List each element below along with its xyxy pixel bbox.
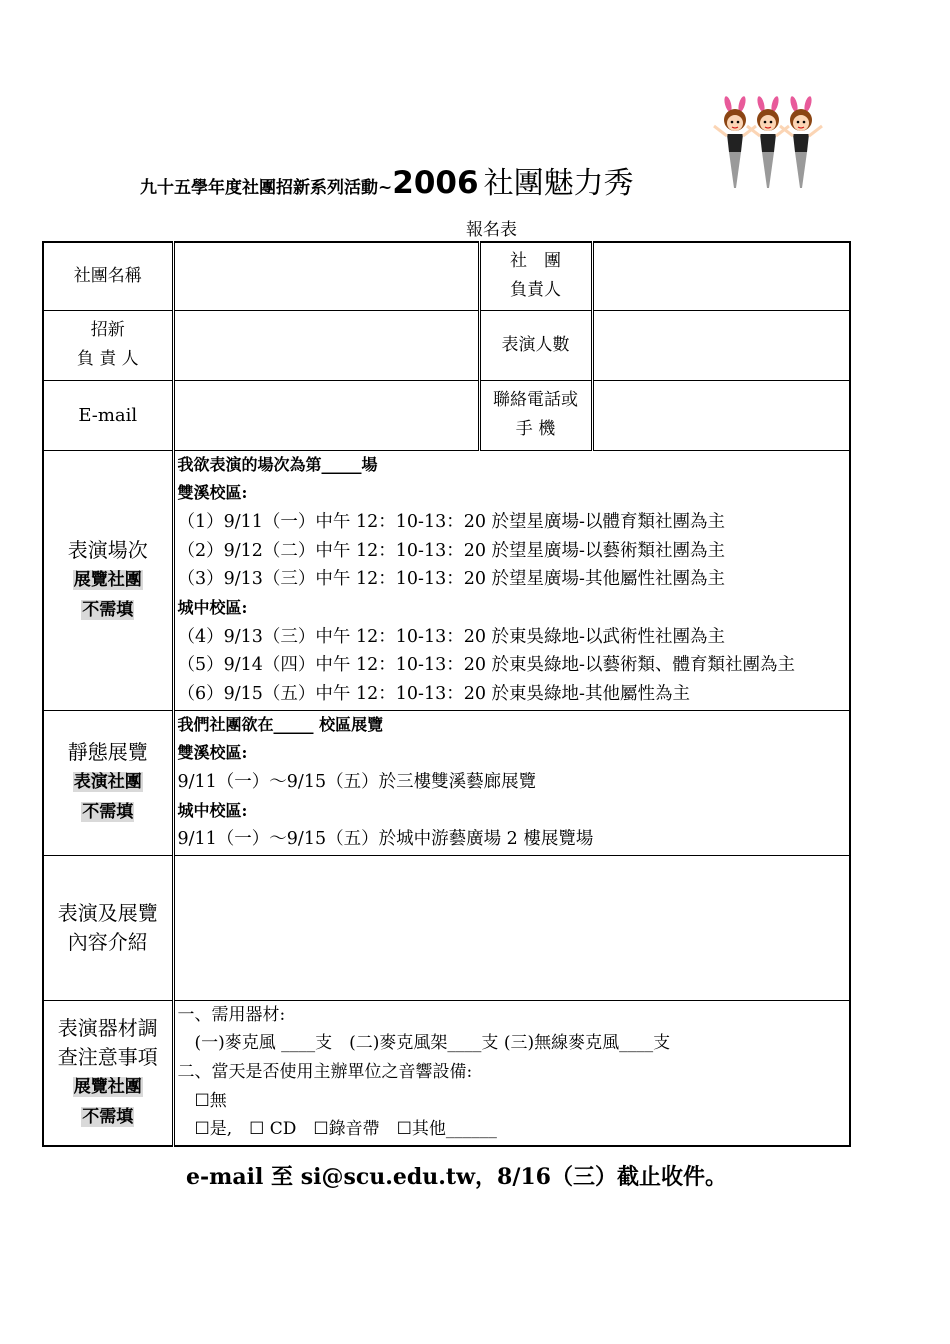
equipment-line-2: 二、當天是否使用主辦單位之音響設備:	[177, 1061, 473, 1082]
phone-label-line-1: 聯絡電話或	[493, 390, 578, 410]
exhibition-line-4: 9/11（一）～9/15（五）於城中游藝廣場 2 樓展覽場	[177, 829, 594, 850]
club-name-field[interactable]	[173, 242, 479, 310]
performance-line-0[interactable]: 我欲表演的場次為第_____場	[177, 454, 378, 474]
performance-options[interactable]	[173, 450, 850, 710]
exhibition-options[interactable]	[173, 710, 850, 855]
equipment-line-3[interactable]: ☐無	[177, 1090, 227, 1111]
equipment-line-4[interactable]: ☐是, ☐ CD ☐錄音帶 ☐其他______	[177, 1119, 497, 1140]
equipment-line-1[interactable]: (一)麥克風 ____支 (二)麥克風架____支 (三)無線麥克風____支	[177, 1033, 671, 1054]
performers-field[interactable]	[592, 310, 850, 380]
exhibition-line-0[interactable]: 我們社團欲在_____ 校區展覽	[177, 714, 384, 734]
performance-line-2: （1）9/11（一）中午 12：10-13：20 於望星廣場-以體育類社團為主	[177, 511, 725, 532]
registration-form	[42, 241, 851, 1147]
performance-line-8: （6）9/15（五）中午 12：10-13：20 於東吳綠地-其他屬性為主	[177, 684, 690, 705]
equipment-label	[43, 1000, 173, 1146]
email-label: E-mail	[43, 380, 173, 450]
equipment-note-2: 不需填	[82, 1106, 134, 1127]
performance-line-5: 城中校區:	[177, 598, 248, 618]
equipment-line-0: 一、需用器材:	[177, 1004, 286, 1025]
recruit-leader-label-line-1: 招新	[90, 320, 125, 340]
club-name-label: 社團名稱	[43, 242, 173, 310]
equipment-options[interactable]	[173, 1000, 850, 1146]
phone-field[interactable]	[592, 380, 850, 450]
page-title	[140, 158, 634, 202]
recruit-leader-field[interactable]	[173, 310, 479, 380]
performers-label: 表演人數	[479, 310, 592, 380]
intro-label-line-1: 表演及展覽	[57, 900, 158, 925]
equipment-note-1: 展覽社團	[73, 1076, 142, 1097]
exhibition-note-1: 表演社團	[73, 772, 142, 792]
phone-label	[479, 380, 592, 450]
performance-line-1: 雙溪校區:	[177, 483, 248, 503]
performance-line-7: （5）9/14（四）中午 12：10-13：20 於東吳綠地-以藝術類、體育類社團為主	[177, 655, 795, 676]
performance-line-4: （3）9/13（三）中午 12：10-13：20 於望星廣場-其他屬性社團為主	[177, 569, 725, 590]
performance-note-1: 展覽社團	[73, 569, 142, 590]
intro-label-line-2: 內容介紹	[67, 929, 148, 954]
equipment-label-line-1: 表演器材調	[57, 1015, 158, 1040]
title-prefix: 九十五學年度社團招新系列活動~	[140, 178, 393, 198]
exhibition-label	[43, 710, 173, 855]
equipment-label-line-2: 查注意事項	[57, 1044, 158, 1069]
phone-label-line-2: 手 機	[515, 419, 556, 439]
recruit-leader-label	[43, 310, 173, 380]
title-main: 社團魅力秀	[483, 166, 634, 201]
exhibition-label-text: 靜態展覽	[67, 740, 148, 764]
performance-note-2: 不需填	[82, 599, 134, 620]
club-leader-field[interactable]	[592, 242, 850, 310]
performance-line-3: （2）9/12（二）中午 12：10-13：20 於望星廣場-以藝術類社團為主	[177, 540, 725, 561]
exhibition-note-2: 不需填	[82, 802, 134, 822]
exhibition-line-1: 雙溪校區:	[177, 743, 248, 763]
club-leader-label-line-2: 負責人	[510, 280, 561, 301]
club-leader-label	[479, 242, 592, 310]
title-year: 2006	[392, 165, 479, 201]
recruit-leader-label-line-2: 負 責 人	[76, 349, 139, 369]
performance-line-6: （4）9/13（三）中午 12：10-13：20 於東吳綠地-以武術性社團為主	[177, 626, 725, 647]
bunny-girls-icon	[708, 96, 838, 194]
form-subtitle: 報名表	[466, 220, 517, 240]
performance-label	[43, 450, 173, 710]
exhibition-line-2: 9/11（一）～9/15（五）於三樓雙溪藝廊展覽	[177, 771, 537, 792]
club-leader-label-line-1: 社 團	[510, 251, 561, 272]
intro-label	[43, 855, 173, 1000]
intro-field[interactable]	[173, 855, 850, 1000]
exhibition-line-3: 城中校區:	[177, 800, 248, 820]
performance-label-text: 表演場次	[67, 537, 148, 562]
email-field[interactable]	[173, 380, 479, 450]
submission-note: e-mail 至 si@scu.edu.tw，8/16（三）截止收件。	[186, 1164, 727, 1190]
